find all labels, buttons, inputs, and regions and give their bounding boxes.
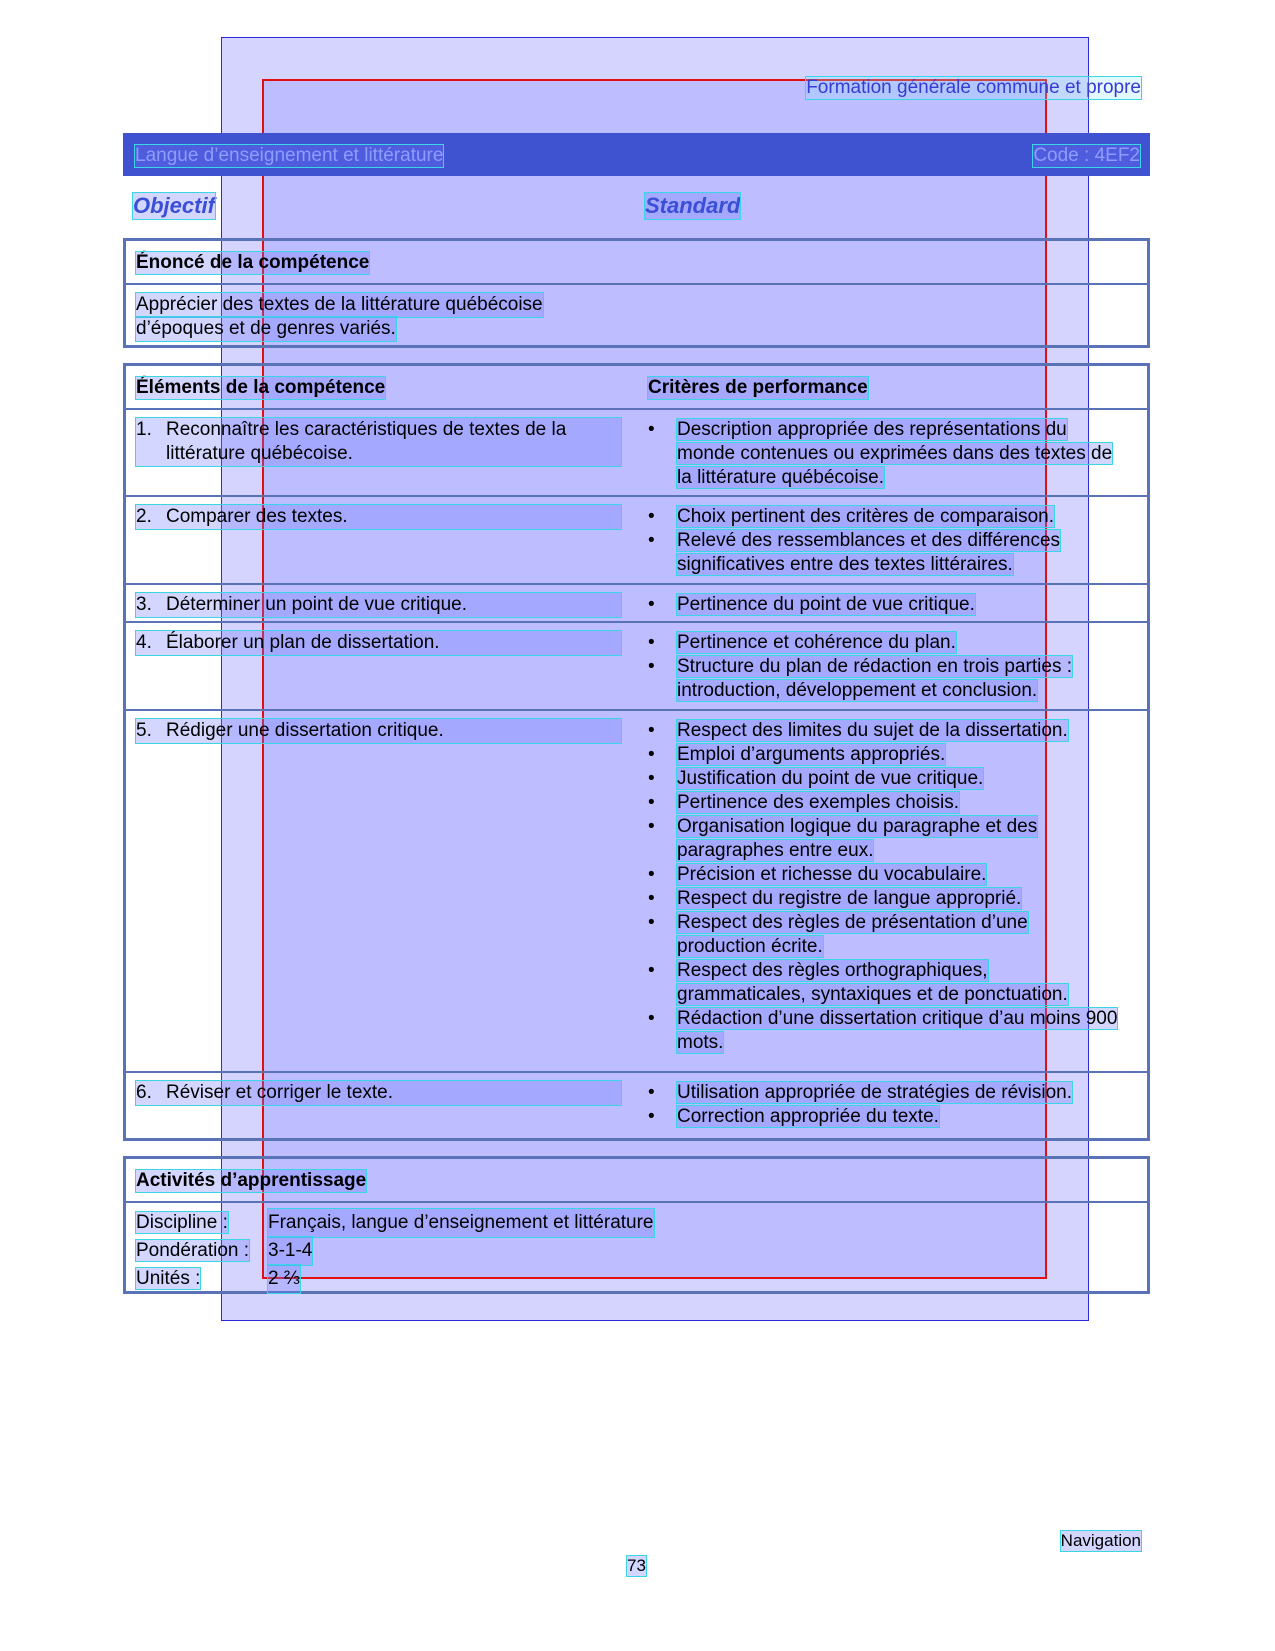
criterion-text: Rédaction d’une dissertation critique d’au moins 900 mots. [677, 1008, 1118, 1053]
criterion-item [648, 1007, 1118, 1055]
criterion-item [648, 815, 1118, 863]
criterion-text: Utilisation appropriée de stratégies de révision. [677, 1082, 1072, 1103]
criterion-item [648, 529, 1118, 577]
bullet-icon: • [648, 720, 655, 741]
discipline-value: Français, langue d’enseignement et littérature [268, 1209, 654, 1237]
bullet-icon: • [648, 864, 655, 885]
elements-heading: Éléments de la compétence [136, 377, 386, 398]
criterion-item [648, 719, 1118, 743]
criterion-text: Pertinence du point de vue critique. [677, 594, 975, 615]
criterion-text: Choix pertinent des critères de comparaison. [677, 506, 1055, 527]
weighting-label: Pondération : [136, 1240, 250, 1261]
subject-title: Langue d’enseignement et littérature [135, 145, 444, 166]
criterion-text: Description appropriée des représentations du monde contenues ou exprimées dans des textes de la littérature québécoise. [677, 419, 1113, 488]
criteria-list-2 [648, 505, 1118, 577]
course-code: Code : 4EF2 [1033, 145, 1140, 166]
criterion-text: Organisation logique du paragraphe et des paragraphes entre eux. [677, 816, 1038, 861]
activities-details [136, 1209, 1136, 1293]
element-row-2 [126, 497, 1147, 585]
element-number: 1. [136, 419, 152, 440]
element-row-3 [126, 585, 1147, 623]
element-5 [136, 719, 621, 743]
program-header: Formation générale commune et propre [806, 77, 1141, 98]
element-row-4 [126, 623, 1147, 711]
bullet-icon: • [648, 656, 655, 677]
element-label: Comparer des textes. [136, 505, 621, 529]
element-6 [136, 1081, 621, 1105]
bullet-icon: • [648, 960, 655, 981]
element-row-6 [126, 1073, 1147, 1135]
element-4 [136, 631, 621, 655]
learning-activities-box [123, 1156, 1150, 1294]
criteria-heading: Critères de performance [648, 377, 868, 398]
bullet-icon: • [648, 744, 655, 765]
criterion-item [648, 767, 1118, 791]
criteria-list-6 [648, 1081, 1118, 1129]
criterion-item [648, 791, 1118, 815]
element-label: Déterminer un point de vue critique. [136, 593, 621, 617]
element-number: 2. [136, 506, 152, 527]
element-number: 3. [136, 594, 152, 615]
criterion-item [648, 655, 1118, 703]
bullet-icon: • [648, 1106, 655, 1127]
criterion-item [648, 593, 1118, 617]
competency-elements-box [123, 363, 1150, 1141]
discipline-label: Discipline : [136, 1212, 228, 1233]
standard-label: Standard [645, 193, 741, 218]
criterion-text: Justification du point de vue critique. [677, 768, 984, 789]
criterion-item [648, 505, 1118, 529]
bullet-icon: • [648, 1008, 655, 1029]
criterion-text: Respect des limites du sujet de la dissertation. [677, 720, 1068, 741]
element-1 [136, 418, 621, 466]
criteria-list-1 [648, 418, 1118, 490]
element-2 [136, 505, 621, 529]
elements-header [126, 366, 1147, 410]
bullet-icon: • [648, 419, 655, 440]
bullet-icon: • [648, 888, 655, 909]
criterion-item [648, 863, 1118, 887]
bullet-icon: • [648, 632, 655, 653]
criterion-text: Pertinence des exemples choisis. [677, 792, 959, 813]
competency-statement-box [123, 238, 1150, 348]
element-3 [136, 593, 621, 617]
objective-label: Objectif [133, 193, 215, 218]
element-number: 6. [136, 1082, 152, 1103]
criteria-list-4 [648, 631, 1118, 703]
units-value: 2 ⅔ [268, 1265, 300, 1293]
weighting-row [136, 1237, 1136, 1265]
element-row-5 [126, 711, 1147, 1073]
criterion-item [648, 1105, 1118, 1129]
criterion-text: Précision et richesse du vocabulaire. [677, 864, 987, 885]
criterion-item [648, 911, 1118, 959]
element-label: Réviser et corriger le texte. [136, 1081, 621, 1105]
weighting-value: 3-1-4 [268, 1237, 312, 1265]
bullet-icon: • [648, 594, 655, 615]
statement-text [136, 293, 543, 341]
bullet-icon: • [648, 768, 655, 789]
course-title-bar [123, 133, 1150, 176]
criterion-text: Pertinence et cohérence du plan. [677, 632, 956, 653]
units-label: Unités : [136, 1268, 201, 1289]
element-number: 4. [136, 632, 152, 653]
criterion-item [648, 743, 1118, 767]
element-number: 5. [136, 720, 152, 741]
criterion-text: Relevé des ressemblances et des différences significatives entre des textes littéraires. [677, 530, 1061, 575]
bullet-icon: • [648, 792, 655, 813]
objective-standard-labels [123, 193, 1150, 219]
bullet-icon: • [648, 816, 655, 837]
criteria-list-5 [648, 719, 1118, 1055]
element-label: Rédiger une dissertation critique. [136, 719, 621, 743]
bullet-icon: • [648, 912, 655, 933]
activities-heading: Activités d’apprentissage [136, 1170, 367, 1191]
criterion-text: Structure du plan de rédaction en trois parties : introduction, développement et conclusion. [677, 656, 1073, 701]
page-number: 73 [627, 1556, 646, 1575]
criterion-text: Correction appropriée du texte. [677, 1106, 939, 1127]
criterion-item [648, 959, 1118, 1007]
criterion-text: Respect des règles orthographiques, grammaticales, syntaxiques et de ponctuation. [677, 960, 1068, 1005]
navigation-link[interactable]: Navigation [1060, 1531, 1141, 1550]
element-label: Reconnaître les caractéristiques de textes de la littérature québécoise. [136, 418, 621, 466]
bullet-icon: • [648, 530, 655, 551]
criterion-item [648, 418, 1118, 490]
statement-heading: Énoncé de la compétence [136, 252, 370, 273]
criterion-text: Respect du registre de langue approprié. [677, 888, 1022, 909]
criterion-item [648, 887, 1118, 911]
criteria-list-3 [648, 593, 1118, 617]
units-row [136, 1265, 1136, 1293]
element-row-1 [126, 410, 1147, 497]
statement-line-2: d’époques et de genres variés. [136, 318, 396, 339]
activities-header [126, 1159, 1147, 1203]
bullet-icon: • [648, 1082, 655, 1103]
discipline-row [136, 1209, 1136, 1237]
element-label: Élaborer un plan de dissertation. [136, 631, 621, 655]
criterion-item [648, 631, 1118, 655]
statement-header [126, 241, 1147, 285]
criterion-text: Emploi d’arguments appropriés. [677, 744, 946, 765]
bullet-icon: • [648, 506, 655, 527]
statement-line-1: Apprécier des textes de la littérature québécoise [136, 294, 543, 315]
criterion-item [648, 1081, 1118, 1105]
criterion-text: Respect des règles de présentation d’une production écrite. [677, 912, 1028, 957]
